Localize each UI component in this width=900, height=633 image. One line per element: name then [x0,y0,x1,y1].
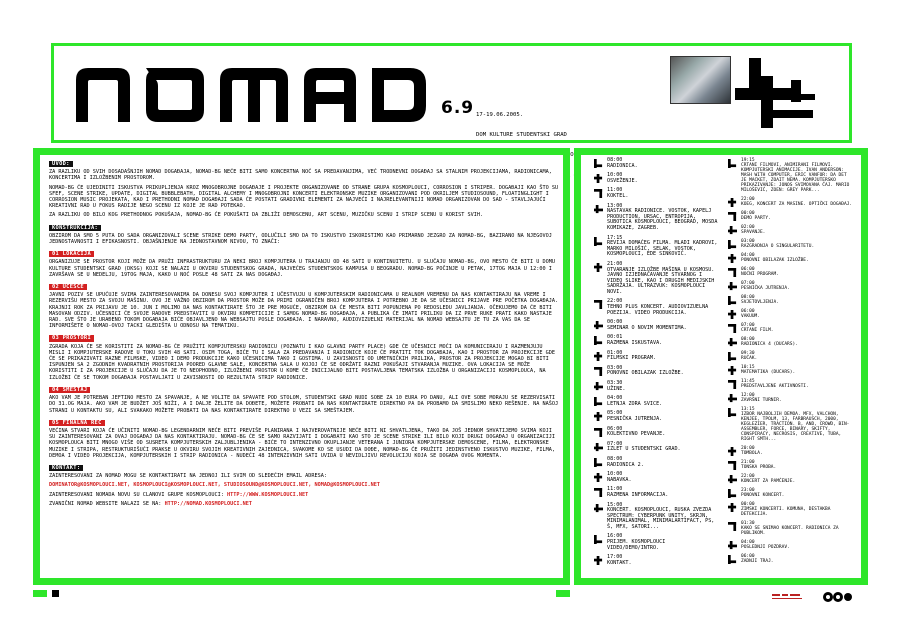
schedule-item [728,323,854,333]
schedule-item [728,365,854,375]
schedule-glyph-icon [594,159,603,168]
contact-heading: KONTAKT: [49,465,83,471]
schedule-time: 06:00 [741,554,755,559]
schedule-text: CRTANI FILMOVI, ANIMIRANI FILMOVI. KOMPJUTERSKI ANIMACIJE. IVAN ANDERSON: MASH WITH COMPUTER, ERIC VANFOR: DA DET JE MACKET, ZOAIT NEMA. KOMPJUTERSKO PRIKAZIVANJE: JONOS SVIMOVANA ČAJ. MARIO MILOŠEVIĆ, ZOEN: GREY PARK... [741,163,850,193]
schedule-item [594,158,720,169]
schedule-text: RAZGRADNJA O SINGULARITETU. [741,244,815,249]
schedule-text: RADIONICA 2. [607,461,644,468]
schedule-glyph-icon [728,503,737,512]
schedule-item [728,488,854,498]
schedule-glyph-icon [728,352,737,361]
schedule-text: MATEMATIKA (DUCARS). [741,370,796,375]
schedule-glyph-icon [728,254,737,263]
schedule-time: 01:00 [607,349,623,356]
schedule-text: KONCERT ZA PAMĆENJE. [741,479,796,484]
schedule-glyph-icon [594,352,603,361]
schedule-glyph-icon [594,382,603,391]
schedule-text: TONSKA PROBA. [741,465,777,470]
schedule-time: 22:00 [741,474,755,479]
section-paragraph: ZGRADA KOJA ĆE SE KORISTITI ZA NOMAD-BG ĆE PRUŽITI KOMPJUTERSKU RADIONICU (POZNATU I KAO GLAVNI PARTY PLACE) GDE ĆE UČESNICI MOĆI DA KOMUNICIRAJU I RAZMENJUJU MISLI I KOMPJUTERSKE RADOVE U TOKU SVIH 48 SATI. OSIM TOGA, BIĆE TU I SALA ZA PREDAVANJA I RADIONICE KOJE ĆE PRATITI TOK DOGAĐAJA, KAO I PROSTOR ZA PROJEKCIJE GDE ĆE SE PRIKAZIVATI RAZNE FILMSKE, VIDEO I DEMO PRODUKCIJE KAKO UČESNICIMA TAKO I GOSTIMA. U ZAVISNOSTI OD UMETNIČKIH PRILIKA, PROSTOR ZA PROJEKCIJE MOGAO BI BITI ISPUNJEN SA 2 ZGODNIH KVADRATNIH PROSTORIJA POORED GLAVNE SALE, KONCERTNA SALA U KOJOJ ĆE SE ODRŽATI RAZNI POKUŠAJI STVARANJA MUZIKE. OVA LOKACIJA SE MOŽE KORISTITI I ZA PROJEKCIJE U SLUČAJU DA JE TO NEOPHODNO, IZLOŽBENI PROSTOR U KOME ĆE INICIJALNO BITI POSTAVLJENA TEMATSKA IZLOŽBA U ORGANIZACIJI KOSMOPLOUCA, NA IZLOŽBI ĆE SE TOKOM DOGAĐAJA POSTAVLJATI U ZAVISNOSTI OD REZULTATA STRIP RADIONICE. [49,343,555,381]
schedule-text: KOEG, KONCERT ZA MASINE. OPTIČKI DOGAĐAJ. [741,202,853,207]
schedule-item [594,381,720,392]
section-heading: 02 UČEŠĆE [49,284,87,290]
schedule-glyph-icon [728,541,737,550]
contact-site-link[interactable]: HTTP://NOMAD.KOSMOPLOUCI.NET [164,500,253,507]
schedule-glyph-icon [728,338,737,347]
schedule-item [594,555,720,566]
schedule-text: DEMO PARTY. [741,216,771,221]
schedule-time: 09:30 [741,351,755,356]
schedule-time: 03:00 [741,239,755,244]
schedule-text: PESNIČKA JUTRENJA. [741,286,790,291]
schedule-text: REVIJA DOMAĆEG FILMA. MLADI KADROVI, MARKO MILOŠIĆ, SELAK, VOSTOK, KOSMOPLOUCI, EDE SINKOVIĆ. [607,240,718,258]
schedule-item [728,460,854,470]
schedule-glyph-icon [728,380,737,389]
schedule-item [594,396,720,407]
section [49,417,559,459]
schedule-time: 06:00 [741,267,755,272]
schedule-time: 16:00 [607,533,623,540]
schedule-glyph-icon [594,300,603,309]
section-paragraph: ZA RAZLIKU OD SVIH DOSADAŠNJIH NOMAD DOGAĐAJA, NOMAD-BG NEĆE BITI SAMO KONCERTNA NOĆ SA PREDAVANJIMA, VEĆ TRODNEVNI DOGAĐAJ SA STALNIM PROJEKCIJAMA, RADIONICAMA, KONCERTIMA I IZLOŽBENIM PROSTOROM. [49,169,552,182]
schedule-item [728,474,854,484]
schedule-glyph-icon [594,443,603,452]
schedule-column-right [728,158,854,568]
schedule-glyph-icon [594,367,603,376]
schedule-glyph-icon [594,174,603,183]
footer-green-block [33,590,47,597]
schedule-glyph-icon [594,205,603,214]
schedule-item [594,173,720,184]
schedule-time: 05:00 [607,410,623,417]
main-text [49,158,559,510]
schedule-text: NOĆNI PROGRAM. [741,272,779,277]
schedule-item [594,427,720,438]
schedule-item [594,320,720,331]
schedule-text: CRTANI FILM. [741,328,774,333]
schedule-item [728,351,854,361]
schedule-text: KOKTEL. [607,192,629,199]
schedule-glyph-icon [594,189,603,198]
schedule-glyph-icon [594,535,603,544]
schedule-text: KONTAKT. [607,559,632,566]
schedule-item [594,236,720,258]
section-heading: 03 PROSTORI [49,335,94,341]
section-paragraph: ORGANIZUJE SE PROSTOR KOJI MOŽE DA PRUŽI INFRASTRUKTURU ZA NEKI BROJ KOMPJUTERA U TRAJANJU OD 48 SATI U KONTINUITETU. U SLUČAJU NOMAD-BG, OVO MESTO ĆE BITI U DOMU KULTURE STUDENTSKI GRAD (DKSG) KOJI SE NALAZI U OKVIRU STUDENTSKOG GRADA, NAJVEĆEG STUDENTSKOG KAMPUSA U BEOGRADU. NOMAD-BG POČINJE U PETAK, 17TOG MAJA U 12:00 I ZAVRŠAVA SE U NEDELJU, 19TOG MAJA, KAKO U NOĆ POSLE 48 SATI ZA NAS DOGAĐAJ. [49,259,555,278]
schedule-time: 10:00 [607,471,623,478]
contact-group-label: ZAINTERESOVANI NOMADA NOVU SU CLANOVI GRUPE KOSMOPLOUCI: [49,491,224,498]
schedule-text: LETNJA ZORA SVICE. [607,400,663,407]
schedule-item [728,393,854,403]
schedule-time: 22:00 [741,197,755,202]
section-paragraph: VEĆINA STVARI KOJA ĆE UČINITI NOMAD-BG LEGENDARNIM NEĆE BITI PREVIŠE PLANIRANA I NAJVEROVATNIJE NEĆE BITI NI SHVATLJENA, TAKO DA JOŠ JEDNOM SHVATIJEMO SVIMA KOJI SU ZAINTERESOVANI ZA OVAJ DOGAĐAJ DA NAS KONTAKTIRAJU. NOMAD-BG ĆE SE SAMO RAZVIJATI I DOGAĐATI KAO STO JE SCENE STRIKE ILI BILO KOJI DRUGI DOGAĐAJ U ORGANIZACIJI KOSMOPLOUCA BITI MNOGO VIŠE OD SUSRETA KOMPJUTERSKIH ZALJUBLJENIKA - BIĆE TO INTENZIVNO OKUPLJANJE VETERANA I JUNIORA KOMPJUTERSKE DEMOSCENE, FILMA, ELEKTRONSKE MUZIKE I STRIPA, RESTRUKTURIŠUĆI PRAKSE U OKVIRU SVOJIH KREATIVNIH ZAJEDNICA, SVAKOME KO SE USUDI DA DOĐE, NOMAD-BG ĆE PRUŽITI JEDINSTVENO ISKUSTVO MUZIKE, FILMA, DEMOA I VIDEO PROJEKCIJA, KOMPJUTERSKIH I STRIP RADIONICA - NUDEĆI 48 INTENZIVNIH SATI UVIDA U NEVIDLJIVU REVOLUCIJU KOJA SE DOGAĐA OVOG MOMENTA. [49,427,555,459]
schedule-time: 07:00 [741,281,755,286]
schedule-time: 19:15 [741,158,755,163]
schedule-item [594,351,720,362]
schedule-item [594,262,720,296]
contact-emails[interactable]: DOMINATOR@KOSMOPLOUCI.NET, KOSMOPLOUCI@KOSMOPLOUCI.NET, STUDIOSOUND@KOSMOPLOUCI.NET, NOMAD@KOSMOPLOUCI.NET [49,482,381,489]
schedule-time: 21:00 [741,460,755,465]
schedule-text: RUČAK. [741,356,758,361]
schedule-glyph-icon [728,212,737,221]
section-paragraph: JAVNI POZIV SE UPUĆUJE SVIMA ZAINTERESOVANIMA DA DONESU SVOJ KOMPJUTER I UČESTVUJU U KOMPJUTERSKIM RADIONICAMA U REALNOM VREMENU DA NAS KONTAKTIRAJU NA VREME I REZERVIŠU MESTO ZA SVOJU MAŠINU. OVO JE VAŽNO OBZIROM DA PROSTOR MOŽE DA PRIMI OGRANIČEN BROJ KOMPJUTERA I POTREBNO JE DA SE UČESNICI PRIJAVE PRE POČETKA DOGAĐAJA. KRAJNJI ROK ZA PRIJAVU JE 10. JUN I MOLIMO DA NAS KONTAKTIRATE ŠTO JE PRE MOGUĆE, OBZIROM DA ĆE MESTA BITI POPUNJENA PO REDOSLEDU JAVLJANJA. OČEKUJEMO DA ĆE BITI MASOVAN ODZIV. UČESNICI ĆE SVOJE RADOVE PREDSTAVITI U OKVIRU KOMPETICIJE I SAMOG NOMAD-BG DOGAĐAJA, A PUBLIKA ĆE IMATI PRILIKU DA IZ PRVE RUKE PRATI KAKO NASTAJE RAD. SVE ŠTO JE URAĐENO TOKOM DOGAĐAJA BIĆE OBJAVLJENO NA WEBSAJTU POSLE DOGAĐAJA. I NARAVNO, AUDIOVIZUELNI MATERIJAL NA NOMAD WEBSAJTU JE TU ZA VAS DA SE INFORMIŠETE O NOMAD-OVOJ TACKI GLEDIŠTA U ODNOSU NA TEMATIKU. [49,292,559,330]
schedule-time: 08:00 [607,157,623,163]
schedule-time: 06:00 [741,309,755,314]
section [49,384,559,414]
schedule-text: PONOVNI KONCERT. [741,493,785,498]
schedule-glyph-icon [728,489,737,498]
schedule-time: 13:00 [607,202,623,209]
schedule-glyph-icon [728,268,737,277]
schedule-item [728,267,854,277]
section-paragraph: OBZIROM DA SMO 5 PUTA DO SADA ORGANIZOVALI SCENE STRIKE DEMO PARTY, ODLUČILI SMO DA TO ISKUSTVO ISKORISTIMO KAO PRIMARNO JEZGRO ZA NOMAD-BG, BAZIRANO NA NJEGOVOJ JEDNOSTAVNOSTI I EFIKASNOSTI. OBJAŠNJENJE NA JEDNOSTAVNOM NIVOU, TO ZNAČI: [49,232,552,246]
schedule-text: KONCERT. KOSMOPLOUCI, RUSKA ZVEZDA SPECTRUM: CYBERPUNK UNITY, SKRJN, MINIMALANIMAL, MINIMALARTIFACT, PS, Š, MFX, SATORI... [607,507,715,530]
schedule-item [728,295,854,305]
schedule-text: RADIONICA. [607,162,638,169]
schedule-column-left [594,158,720,570]
schedule-item [728,407,854,442]
schedule-item [728,197,854,207]
schedule-item [594,442,720,453]
contact-group-link[interactable]: HTTP://WWW.KOSMOPLOUCI.NET [227,491,309,498]
schedule-glyph-icon [728,394,737,403]
section-heading: 04 SMEŠTAJ [49,387,90,393]
schedule-glyph-icon [728,408,737,417]
schedule-glyph-icon [594,321,603,330]
schedule-time: 02:00 [741,225,755,230]
schedule-time: 00:00 [741,502,755,507]
schedule-time: 08:00 [607,455,623,462]
schedule-text: IZLET U STUDENTSKI GRAD. [607,446,681,453]
schedule-item [728,281,854,291]
schedule-glyph-icon [728,522,737,531]
section-paragraph: ZA RAZLIKU OD BILO KOG PRETHODNOG POKUŠAJA, NOMAD-BG ĆE POKUŠATI DA ZBLIŽI DEMOSCENU, ART SCENU, MUZIČKU SCENU I STRIP SCENU U KORIST SVIH. [49,212,484,219]
schedule-time: 04:00 [741,253,755,258]
schedule-glyph-icon [728,324,737,333]
schedule-glyph-icon [728,296,737,305]
schedule-time: 15:00 [607,501,623,508]
schedule-text: PONOVNI OBILAZAK IZLOŽBE. [741,258,809,263]
schedule-item [594,487,720,498]
schedule-time: 22:00 [607,298,623,305]
schedule-item [728,337,854,347]
section-heading: UVOD: [49,161,73,167]
schedule-glyph-icon [728,461,737,470]
schedule-item [728,446,854,456]
schedule-text: SPAVANJE. [741,230,766,235]
schedule-item [594,335,720,346]
footer-black-block [52,590,59,597]
schedule-time: 11:00 [607,486,623,493]
schedule-item [728,225,854,235]
schedule-text: ZAVRŠNI TURNIR. [741,398,782,403]
section [49,332,559,380]
schedule-text: TEHNO PLUS KONCERT. AUDIOVIZUELNA POEZIJA. VIDEO PRODUKCIJA. [607,304,709,316]
schedule-text: SVJETOVLJENJA. [741,300,779,305]
logo-version: 6.9 [441,98,475,118]
schedule-glyph-icon [594,488,603,497]
schedule-item [594,366,720,377]
schedule-time: 07:00 [741,323,755,328]
schedule-item [594,299,720,316]
schedule-item [594,457,720,468]
footer-sponsor-logos [770,588,852,604]
schedule-item [728,502,854,517]
section [49,222,559,246]
schedule-item [728,239,854,249]
schedule-item [594,411,720,422]
nomad-logo [74,60,454,130]
schedule-glyph-icon [728,475,737,484]
schedule-time: 04:00 [607,395,623,402]
schedule-text: PESNIČKA JUTRENJA. [607,415,663,422]
schedule-text: POSLEDNJI POZDRAV. [741,545,790,550]
schedule-item [728,309,854,319]
schedule-glyph-icon [594,336,603,345]
schedule-time: 00:00 [741,211,755,216]
schedule-time: 03:00 [607,364,623,371]
schedule-text: KOLEKTIVNO PEVANJE. [607,431,666,438]
schedule-glyph-icon [728,310,737,319]
schedule-text: RAZMENA ISKUSTAVA. [607,340,663,347]
schedule-text: OSVEŽENJE. [607,177,638,184]
schedule-item [594,204,720,232]
schedule-time: 08:00 [741,337,755,342]
schedule-glyph-icon [594,473,603,482]
schedule-item [728,211,854,221]
schedule-text: NASTAVAK RADIONICE. VOSTOK, KAPELJ PRODUCTION, URSAC, ENTROPIJA, SUBOTICA KOSMOPLOUCI, BEOGRAD, MOSDA KOMIKAZE, ZAGREB. [607,208,718,231]
contact-intro: ZAINTERESOVANI ZA NOMAD MOGU SE KONTAKTIRATI NA JEDNOJ ILI SVIM OD SLEDEĆIH EMAIL ADRESA: [49,473,327,480]
schedule-time: 13:15 [741,407,755,412]
schedule-glyph-icon [728,555,737,564]
schedule-text: TOMBOLA. [741,451,763,456]
schedule-time: 11:00 [607,187,623,194]
schedule-text: OTVARANJE IZLOŽBE MAŠINA U KOSMOSU. JAVNO IZJEDNAČAVANJE STVARNOG I VIDEO SLIKE, KAO I DRUGIH MEDIJSKIH SADRŽAJA. ULTRAZVUK: KOSMOPLOUCI NOVI. [607,266,715,295]
schedule-text: IZBOR NAJBOLJIH DEMOA. MFX, VALCHON, KENJEE, TPOLM, 13, FARBRAUSCH, 2000, KEGLEZIER, TRACTION. B, AND, CROWD, BIN-ASSEMBLER, FORCE, BINARY, SKIFTY, CONSPIRACY, NECROSIS, CREATIVE, TUBA, RIGHT SMTH... [741,412,850,442]
section [49,281,559,329]
schedule-glyph-icon [728,198,737,207]
contact-site [49,501,559,507]
schedule-glyph-icon [594,556,603,565]
schedule-text: KAKO SE SNIMAO KONCERT. RADIONICA ZA PUBLIKOM. [741,526,839,536]
header-photo [670,56,731,104]
schedule-time: 21:00 [607,260,623,267]
schedule-time: 20:00 [741,446,755,451]
section [49,158,559,219]
schedule-glyph-icon [594,412,603,421]
schedule-time: 10:15 [741,365,755,370]
section-paragraph: NOMAD-BG ĆE UJEDINITI ISKUSTVA PRIKUPLJENJA KROZ MNOGOBROJNE DOGAĐAJE I PROJEKTE ORGANIZOVANE OD STRANE GRUPA KOSMOPLOUCI, CORROSION I STRIPER. DOGAĐAJI KAO ŠTO SU SFEF, SCENE STRIKE, UPDATE, DIGITAL BUBBLEBATH, DIGITAL ALCHEMY I MNOGOBROJNI KONCERTI ELEKTRONSKE MUZIKE ORGANIZOVANI POD OKRILJEM STUDIOSOUND, FLOATINGLIGHT I CORROSION MUSIC PROJEKATA, KAO I PRETHODNI NOMAD DOGAĐAJI SADA ĆE POSTATI GRADIVNI ELEMENTI ZA NAJVEĆI I NAJRELEVANTNIJI NOMAD ORGANIZOVAN DO SAD - STAVLJAJUĆI KREATIVNI RAD U FOKUS RADIJE NEGO SCENU IZ KOJE JE RAD POTEKAO. [49,184,559,210]
schedule-glyph-icon [728,282,737,291]
schedule-text: NABAVKA. [607,476,632,483]
schedule-time: 01:30 [741,521,755,526]
footer-green-block-right [556,590,570,597]
schedule-text: SEMINAR O NOVIM MOMENTIMA. [607,324,687,331]
event-dates: 17-19.06.2005. [476,111,524,118]
schedule-glyph-icon [594,397,603,406]
schedule-item [728,253,854,263]
section-heading: 05 FINALNA REČ [49,420,105,426]
schedule-text: PREDSTAVLJENE AKTIVNOSTI. [741,384,809,389]
schedule-time: 11:45 [741,379,755,384]
schedule-item [728,540,854,550]
schedule-glyph-icon [728,159,737,168]
schedule-time: 03:30 [607,380,623,386]
schedule-glyph-icon [594,504,603,513]
schedule-time: 00:01 [607,334,623,341]
section-paragraph: AKO VAM JE POTREBAN JEFTINO MESTO ZA SPAVANJE, A NE VOLITE DA SPAVATE POD STOLOM, STUDENTSKI GRAD NUDI SOBE ZA 10 EURA PO DANU, ALI OVE SOBE MORAJU SE REZERVISATI DO 31.OG MAJA. AKO VAM JE BUDŽET JOŠ NIŽI, A I DALJE ŽELITE DA DOĐETE, MOŽETE PROBATI DA NAS KONTAKTIRATE DIREKTNO PA DA PROBAMO DA SMISLIMO NEKO REŠENJE. NA NAŠOJ STRANI U KONTAKTU SU, ALI SVAKAKO MOŽETE PROBATI DA NAS KONTAKTIRATE DIREKTNO U VEZI SA SMEŠTAJEM. [49,395,559,414]
schedule-text: RAZMENA INFORMACIJA. [607,491,669,498]
schedule-text: UŽINE. [607,385,626,392]
event-venue: DOM KULTURE STUDENTSKI GRAD [476,131,567,138]
schedule-glyph-icon [728,240,737,249]
schedule-glyph-icon [728,447,737,456]
schedule-glyph-icon [594,237,603,246]
schedule-glyph-icon [728,226,737,235]
schedule-text: ZADNJI TRAJ. [741,559,774,564]
schedule-text: VAKUUM. [741,314,760,319]
section-heading: 01 LOKACIJA [49,251,94,257]
schedule-text: PONOVNI OBILAZAK IZLOŽBE. [607,370,684,377]
schedule-item [594,534,720,551]
header-glyph-graphic [735,54,825,134]
schedule-text: FILMSKI PROGRAM. [607,355,657,362]
schedule-time: 10:00 [607,172,623,179]
schedule [594,158,860,576]
schedule-item [728,554,854,564]
schedule-item [728,521,854,536]
contact-group [49,492,559,498]
schedule-time: 07:00 [607,440,623,447]
schedule-time: 17:15 [607,234,623,241]
schedule-time: 17:00 [607,554,623,561]
schedule-glyph-icon [728,366,737,375]
schedule-item [728,379,854,389]
contact-site-label: ZVANIČNI NOMAD WEBSITE NALAZI SE NA: [49,500,162,507]
schedule-time: 08:00 [741,295,755,300]
schedule-time: 00:00 [607,319,623,326]
schedule-text: ZIMSKI KONCERTI. KOMUNA, DESTAKBA DETEKCIJA. [741,507,831,517]
schedule-time: 06:00 [607,425,623,432]
schedule-time: 04:00 [741,540,755,545]
schedule-text: PRIJEM. KOSMOPLOUCI VIDEO/DEMO/INTRO. [607,539,666,551]
schedule-item [594,472,720,483]
schedule-glyph-icon [594,263,603,272]
section-heading: KONSTRUKCIJA: [49,225,101,231]
schedule-text: RADIONICA 4 (DUCARS). [741,342,798,347]
schedule-item [728,158,854,193]
schedule-time: 23:00 [741,488,755,493]
schedule-time: 12:00 [741,393,755,398]
contact-section [49,462,559,507]
schedule-item [594,188,720,199]
schedule-item [594,503,720,531]
section [49,248,559,278]
schedule-glyph-icon [594,428,603,437]
schedule-glyph-icon [594,458,603,467]
